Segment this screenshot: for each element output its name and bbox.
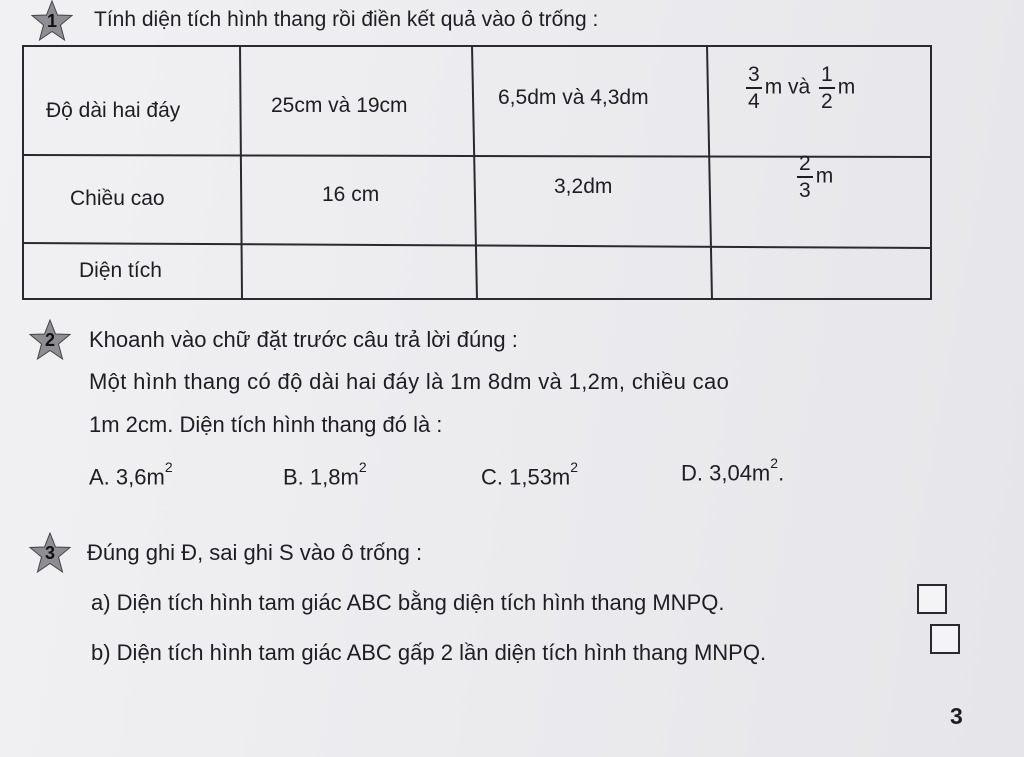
- question-1-number: 1: [46, 11, 57, 31]
- question-2-number: 2: [44, 330, 55, 350]
- height-cell-2: 3,2dm: [554, 175, 613, 198]
- option-b[interactable]: B. $1,8m^2$: [283, 459, 367, 490]
- bases-cell-3: $\frac{3}{4}$ m và $\frac{1}{2}$ m: [748, 63, 856, 113]
- bases-cell-1: 25cm và 19cm: [271, 94, 408, 117]
- area-input-2[interactable]: [478, 249, 706, 297]
- height-cell-3: $\frac{2}{3}$ m: [799, 152, 834, 202]
- area-input-3[interactable]: [712, 250, 928, 298]
- question-3-title: Đúng ghi Đ, sai ghi S vào ô trống :: [87, 540, 423, 565]
- statement-a: a) Diện tích hình tam giác ABC bằng diện tích hình thang MNPQ.: [91, 590, 725, 615]
- option-d[interactable]: D. $3,04m^2$.: [681, 455, 785, 486]
- area-input-1[interactable]: [244, 249, 472, 297]
- question-2-title: Khoanh vào chữ đặt trước câu trả lời đúng :: [89, 327, 518, 352]
- page-number: 3: [950, 703, 963, 729]
- answer-box-b[interactable]: [930, 624, 960, 654]
- question-2-line-2: 1m 2cm. Diện tích hình thang đó là :: [89, 412, 443, 437]
- question-3-number: 3: [44, 543, 55, 563]
- bases-cell-2: 6,5dm và 4,3dm: [498, 86, 649, 109]
- option-a[interactable]: A. $3,6m^2$: [89, 459, 173, 490]
- answer-box-a[interactable]: [917, 584, 947, 614]
- row-label-bases: Độ dài hai đáy: [46, 99, 181, 122]
- fraction-one-half: $\frac{1}{2}$: [821, 63, 833, 113]
- question-1-star-icon: [30, 0, 74, 42]
- row-label-area: Diện tích: [79, 259, 162, 282]
- area-table: [22, 45, 932, 300]
- fraction-two-thirds: $\frac{2}{3}$: [799, 152, 811, 202]
- question-2-line-1: Một hình thang có độ dài hai đáy là 1m 8dm và 1,2m, chiều cao: [89, 369, 730, 394]
- question-3-star-icon: [28, 532, 72, 574]
- question-1-title: Tính diện tích hình thang rồi điền kết quả vào ô trống :: [94, 8, 599, 31]
- row-label-height: Chiều cao: [70, 187, 165, 210]
- option-c[interactable]: C. $1,53m^2$: [481, 459, 579, 490]
- statement-b: b) Diện tích hình tam giác ABC gấp 2 lần diện tích hình thang MNPQ.: [91, 640, 767, 665]
- question-2-star-icon: [28, 319, 72, 361]
- fraction-three-quarters: $\frac{3}{4}$: [748, 63, 760, 113]
- height-cell-1: 16 cm: [322, 183, 380, 206]
